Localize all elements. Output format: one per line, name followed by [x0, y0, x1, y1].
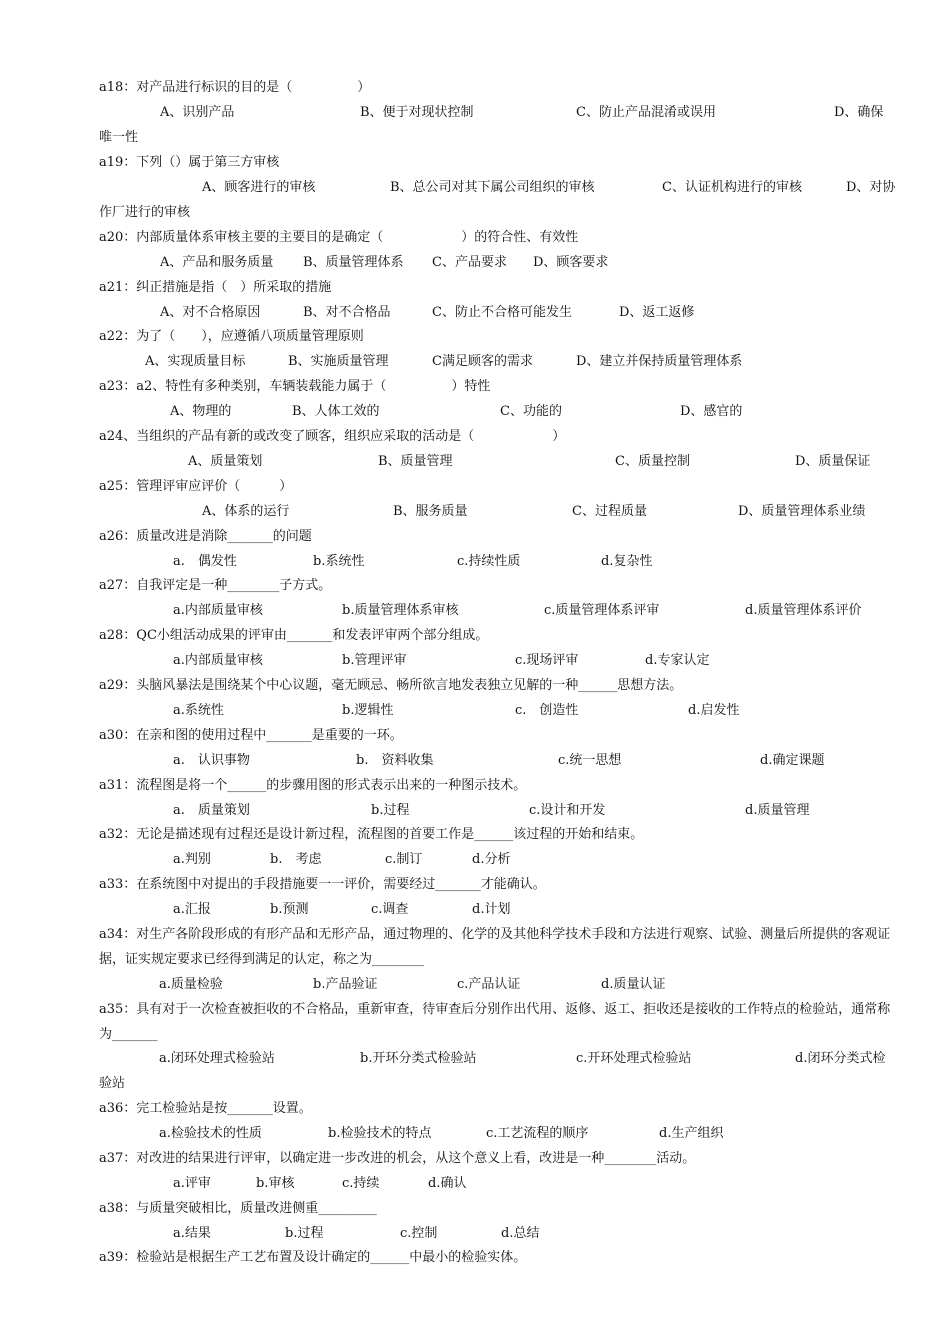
- option: a.系统性: [173, 703, 224, 718]
- option-row: [0, 898, 800, 923]
- option: A、产品和服务质量: [160, 255, 274, 270]
- option: a.内部质量审核: [173, 653, 263, 668]
- option: c.持续: [342, 1176, 380, 1191]
- question-stem: a36：完工检验站是按_______设置。: [99, 1101, 312, 1116]
- option: c.开环处理式检验站: [576, 1051, 692, 1066]
- option: B、质量管理: [378, 454, 453, 469]
- option-row: [0, 101, 884, 126]
- question-stem: a38：与质量突破相比，质量改进侧重_________: [99, 1201, 377, 1216]
- option: a.质量检验: [159, 977, 223, 992]
- option-row: [0, 599, 862, 624]
- option: c.产品认证: [457, 977, 521, 992]
- option-row: [0, 699, 800, 724]
- option: C、过程质量: [572, 504, 647, 519]
- option: D、对协: [846, 180, 896, 195]
- option: d.确定课题: [760, 753, 825, 768]
- option-continuation: 作厂进行的审核: [99, 205, 191, 220]
- option-row: [0, 749, 825, 774]
- question-stem: a26：质量改进是消除_______的问题: [99, 529, 312, 544]
- option: c.设计和开发: [529, 803, 606, 818]
- option: C、质量控制: [615, 454, 690, 469]
- option: b.审核: [256, 1176, 295, 1191]
- option: d.计划: [472, 902, 511, 917]
- question-stem: a28：QC小组活动成果的评审由_______和发表评审两个部分组成。: [99, 628, 489, 643]
- question-stem: a32：无论是描述现有过程还是设计新过程，流程图的首要工作是______该过程的开始和结束。: [99, 827, 644, 842]
- option-row: [0, 251, 800, 276]
- option-row: [0, 176, 896, 201]
- option: c.持续性质: [457, 554, 521, 569]
- option-row: [0, 848, 800, 873]
- question-stem: a34：对生产各阶段形成的有形产品和无形产品，通过物理的、化学的及其他科学技术手段和方法进行观察、试验、测量后所提供的客观证据，证实规定要求已经得到满足的认定，称之为________: [99, 927, 891, 967]
- option: b.预测: [270, 902, 309, 917]
- option: b.过程: [285, 1226, 324, 1241]
- option-row: [0, 500, 866, 525]
- option: A、顾客进行的审核: [202, 180, 316, 195]
- option-row: [0, 400, 800, 425]
- option: d.生产组织: [659, 1126, 724, 1141]
- option-row: [0, 350, 800, 375]
- option: d.分析: [472, 852, 511, 867]
- question-stem: a37：对改进的结果进行评审，以确定进一步改进的机会，从这个意义上看，改进是一种________活动。: [99, 1151, 696, 1166]
- option: D、确保: [834, 105, 884, 120]
- option: C、防止不合格可能发生: [432, 305, 572, 320]
- option: b.质量管理体系审核: [342, 603, 459, 618]
- option: D、质量保证: [795, 454, 871, 469]
- option: a. 偶发性: [173, 554, 237, 569]
- option-row: [0, 973, 800, 998]
- option-continuation: 唯一性: [99, 130, 139, 145]
- question-stem: a33：在系统图中对提出的手段措施要一一评价，需要经过_______才能确认。: [99, 877, 546, 892]
- option: b. 考虑: [270, 852, 322, 867]
- option: B、服务质量: [393, 504, 468, 519]
- option-row: [0, 799, 810, 824]
- option: c.质量管理体系评审: [544, 603, 660, 618]
- option: a.评审: [173, 1176, 211, 1191]
- question-stem: a18：对产品进行标识的目的是（ ）: [99, 80, 371, 95]
- question-stem: a30：在亲和图的使用过程中_______是重要的一环。: [99, 728, 403, 743]
- question-stem: a31：流程图是将一个______的步骤用图的形式表示出来的一种图示技术。: [99, 778, 527, 793]
- option: b.逻辑性: [342, 703, 394, 718]
- option: D、建立并保持质量管理体系: [576, 354, 743, 369]
- option: a.内部质量审核: [173, 603, 263, 618]
- question-stem: a27：自我评定是一种________子方式。: [99, 578, 332, 593]
- option: B、实施质量管理: [288, 354, 389, 369]
- option: c.工艺流程的顺序: [486, 1126, 589, 1141]
- option: b.过程: [371, 803, 410, 818]
- question-stem: a19：下列（）属于第三方审核: [99, 155, 280, 170]
- option: b.检验技术的特点: [328, 1126, 432, 1141]
- option-row: [0, 550, 800, 575]
- option: b.开环分类式检验站: [360, 1051, 477, 1066]
- option-row: [0, 649, 800, 674]
- option: C、产品要求: [432, 255, 507, 270]
- option: c.调查: [371, 902, 409, 917]
- option: c.统一思想: [558, 753, 622, 768]
- option: A、对不合格原因: [160, 305, 261, 320]
- question-stem: a24、当组织的产品有新的或改变了顾客，组织应采取的活动是（ ）: [99, 429, 566, 444]
- option: c. 创造性: [515, 703, 579, 718]
- option-row: [0, 1122, 800, 1147]
- option: C、功能的: [500, 404, 562, 419]
- option: b.管理评审: [342, 653, 407, 668]
- option: C、认证机构进行的审核: [662, 180, 802, 195]
- option: d.专家认定: [645, 653, 710, 668]
- option: a.闭环处理式检验站: [159, 1051, 275, 1066]
- question-stem: a20：内部质量体系审核主要的主要目的是确定（ ）的符合性、有效性: [99, 230, 579, 245]
- option: d.质量认证: [601, 977, 666, 992]
- option-row: [0, 1047, 886, 1072]
- option-row: [0, 1222, 800, 1247]
- option: D、质量管理体系业绩: [738, 504, 866, 519]
- option: d.总结: [501, 1226, 540, 1241]
- option: d.启发性: [688, 703, 740, 718]
- option: b.产品验证: [313, 977, 378, 992]
- option: C、防止产品混淆或误用: [576, 105, 716, 120]
- option: d.闭环分类式检: [795, 1051, 886, 1066]
- option: a. 质量策划: [173, 803, 250, 818]
- option: B、质量管理体系: [303, 255, 404, 270]
- option: c.现场评审: [515, 653, 579, 668]
- option-row: [0, 450, 871, 475]
- question-stem: a23：a2、特性有多种类别，车辆装载能力属于（ ）特性: [99, 379, 491, 394]
- question-stem: a35：具有对于一次检查被拒收的不合格品，重新审查，待审查后分别作出代用、返修、返工、拒收还是接收的工作特点的检验站，通常称为_______: [99, 1002, 891, 1042]
- question-stem: a22：为了（ ），应遵循八项质量管理原则: [99, 329, 364, 344]
- option: B、人体工效的: [292, 404, 380, 419]
- option: A、识别产品: [160, 105, 235, 120]
- option: D、感官的: [680, 404, 743, 419]
- option: a. 认识事物: [173, 753, 250, 768]
- option: c.控制: [400, 1226, 438, 1241]
- option-row: [0, 301, 800, 326]
- option: B、便于对现状控制: [360, 105, 474, 120]
- option: a.判别: [173, 852, 211, 867]
- option-row: [0, 1172, 800, 1197]
- option: d.质量管理体系评价: [745, 603, 862, 618]
- option: b. 资料收集: [356, 753, 434, 768]
- option: B、对不合格品: [303, 305, 391, 320]
- option: C满足顾客的需求: [432, 354, 533, 369]
- option: D、顾客要求: [533, 255, 609, 270]
- option: a.检验技术的性质: [159, 1126, 262, 1141]
- option: A、物理的: [170, 404, 232, 419]
- option: A、实现质量目标: [145, 354, 246, 369]
- option: A、体系的运行: [202, 504, 290, 519]
- option: a.结果: [173, 1226, 211, 1241]
- question-stem: a21：纠正措施是指（ ）所采取的措施: [99, 280, 332, 295]
- question-stem: a39：检验站是根据生产工艺布置及设计确定的______中最小的检验实体。: [99, 1250, 527, 1265]
- option: c.制订: [385, 852, 423, 867]
- option: d.质量管理: [745, 803, 810, 818]
- option: d.确认: [428, 1176, 467, 1191]
- option: B、总公司对其下属公司组织的审核: [390, 180, 595, 195]
- option: A、质量策划: [188, 454, 263, 469]
- question-stem: a29：头脑风暴法是围绕某个中心议题，毫无顾忌、畅所欲言地发表独立见解的一种______思想方法。: [99, 678, 683, 693]
- option: d.复杂性: [601, 554, 653, 569]
- option-continuation: 验站: [99, 1076, 126, 1091]
- question-stem: a25：管理评审应评价（ ）: [99, 479, 293, 494]
- option: a.汇报: [173, 902, 211, 917]
- option: D、返工返修: [619, 305, 695, 320]
- option: b.系统性: [313, 554, 365, 569]
